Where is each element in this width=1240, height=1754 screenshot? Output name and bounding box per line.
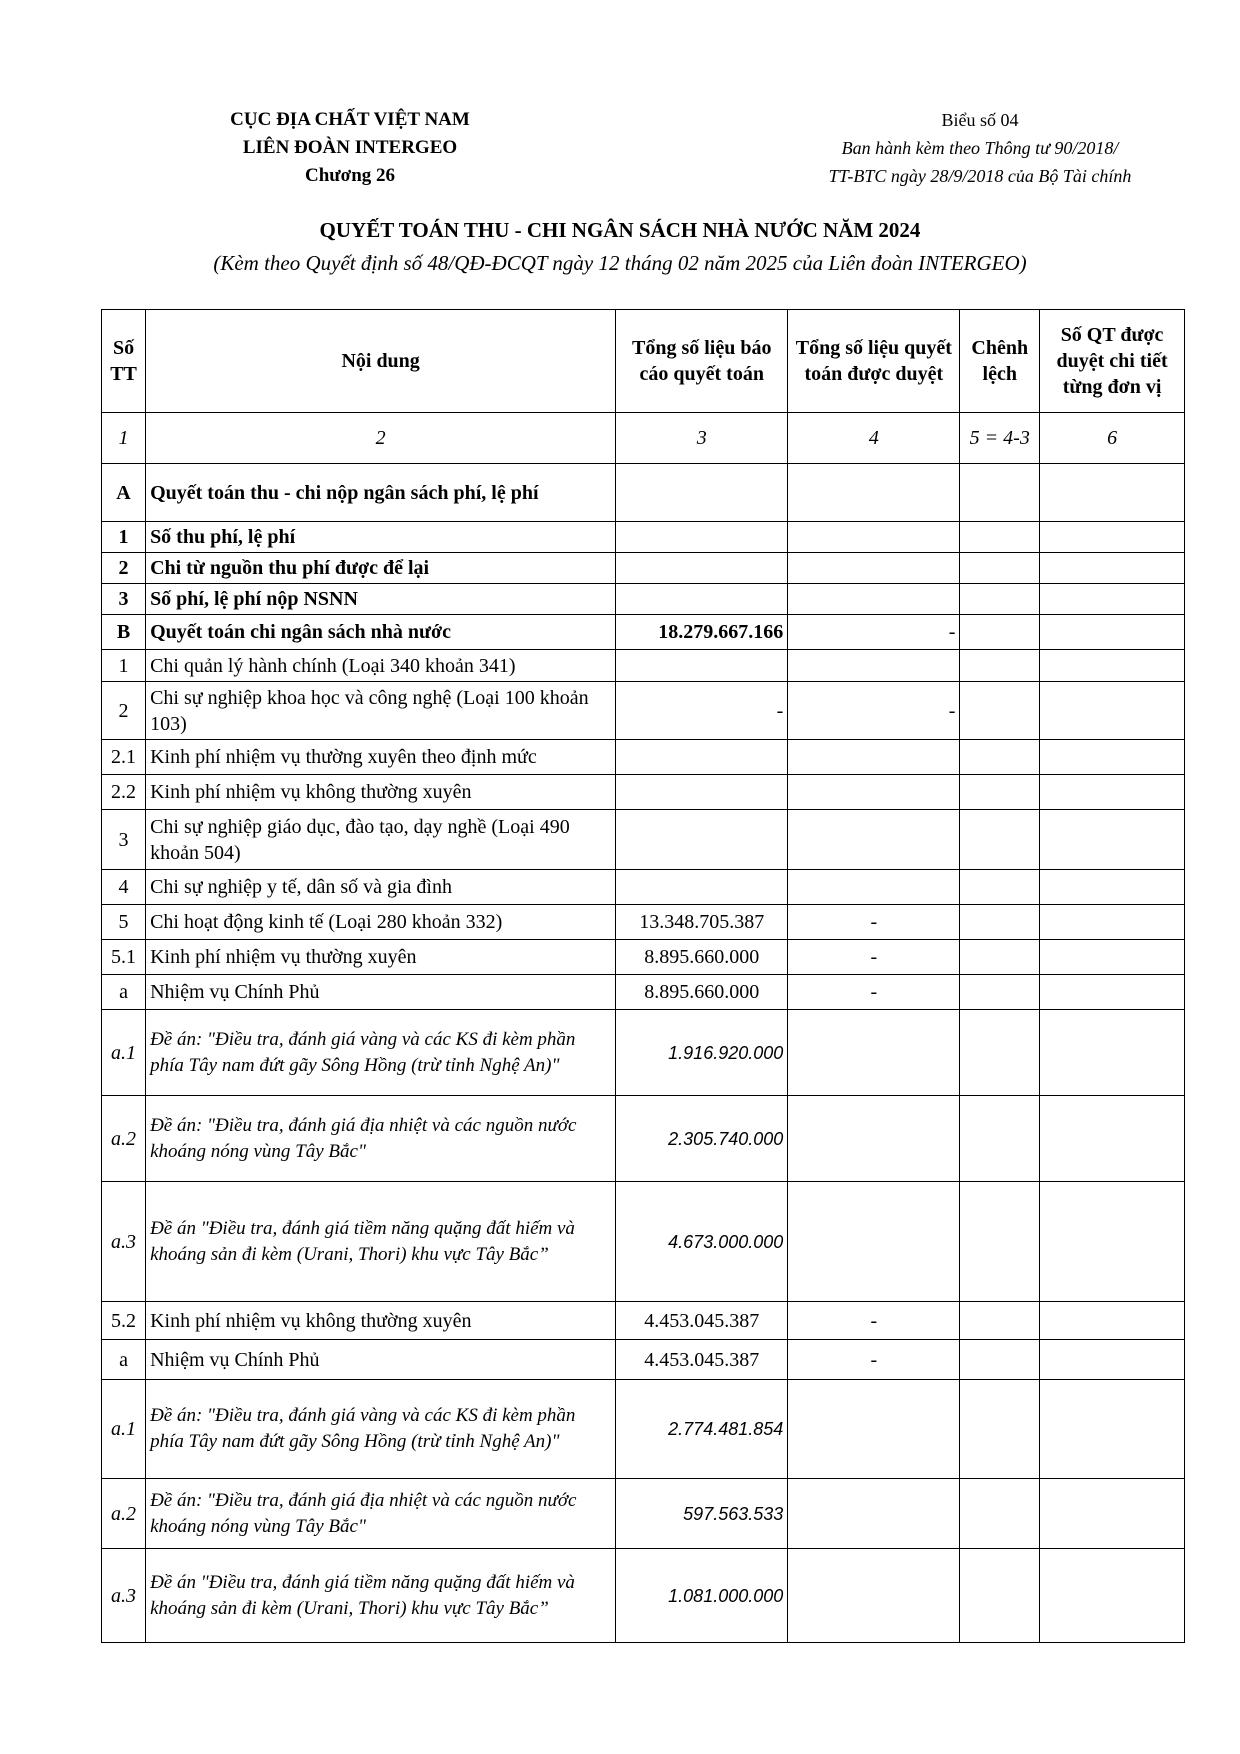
settlement-table: [101, 309, 1185, 1643]
row-stt: A: [102, 464, 146, 522]
row-difference: [960, 1010, 1040, 1096]
row-detail: [1040, 870, 1185, 905]
row-approved: -: [788, 940, 960, 975]
col-index: 3: [616, 413, 788, 464]
table-row: [102, 615, 1185, 650]
row-stt: 1: [102, 522, 146, 553]
row-content: Chi sự nghiệp giáo dục, đào tạo, dạy nghề (Loại 490 khoản 504): [146, 810, 616, 870]
row-reported: 18.279.667.166: [616, 615, 788, 650]
form-header: [790, 106, 1170, 190]
row-reported: [616, 522, 788, 553]
agency-name: CỤC ĐỊA CHẤT VIỆT NAM: [230, 109, 470, 130]
table-row: [102, 522, 1185, 553]
row-reported: [616, 810, 788, 870]
row-detail: [1040, 740, 1185, 775]
row-reported: 4.673.000.000: [616, 1182, 788, 1302]
table-row: [102, 1302, 1185, 1340]
row-content: Đề án: "Điều tra, đánh giá địa nhiệt và các nguồn nước khoáng nóng vùng Tây Bắc": [146, 1096, 616, 1182]
row-difference: [960, 522, 1040, 553]
row-content: Kinh phí nhiệm vụ không thường xuyên: [146, 775, 616, 810]
row-detail: [1040, 1549, 1185, 1643]
row-detail: [1040, 1302, 1185, 1340]
row-approved: [788, 740, 960, 775]
row-difference: [960, 975, 1040, 1010]
table-row: [102, 553, 1185, 584]
col-header-stt: Số TT: [102, 310, 146, 413]
row-content: Đề án "Điều tra, đánh giá tiềm năng quặng đất hiếm và khoáng sản đi kèm (Urani, Thori) khu vực Tây Bắc”: [146, 1182, 616, 1302]
row-difference: [960, 682, 1040, 740]
row-approved: [788, 810, 960, 870]
row-stt: 3: [102, 584, 146, 615]
row-content: Nhiệm vụ Chính Phủ: [146, 975, 616, 1010]
row-content: Chi quản lý hành chính (Loại 340 khoản 341): [146, 650, 616, 682]
row-approved: [788, 1549, 960, 1643]
row-approved: [788, 1096, 960, 1182]
row-difference: [960, 615, 1040, 650]
row-content: Số phí, lệ phí nộp NSNN: [146, 584, 616, 615]
row-detail: [1040, 975, 1185, 1010]
row-reported: [616, 553, 788, 584]
table-header-row: [102, 310, 1185, 413]
row-stt: 1: [102, 650, 146, 682]
row-difference: [960, 1380, 1040, 1479]
form-number: Biểu số 04: [941, 110, 1019, 130]
row-stt: 5.1: [102, 940, 146, 975]
row-approved: -: [788, 682, 960, 740]
row-stt: a.2: [102, 1096, 146, 1182]
row-reported: 1.916.920.000: [616, 1010, 788, 1096]
row-difference: [960, 1549, 1040, 1643]
row-approved: -: [788, 975, 960, 1010]
row-detail: [1040, 464, 1185, 522]
row-reported: 8.895.660.000: [616, 975, 788, 1010]
row-content: Chi sự nghiệp y tế, dân số và gia đình: [146, 870, 616, 905]
row-difference: [960, 584, 1040, 615]
row-content: Quyết toán chi ngân sách nhà nước: [146, 615, 616, 650]
table-row: [102, 975, 1185, 1010]
row-content: Đề án: "Điều tra, đánh giá vàng và các KS đi kèm phần phía Tây nam đứt gãy Sông Hồng (trừ tỉnh Nghệ An)": [146, 1010, 616, 1096]
row-detail: [1040, 810, 1185, 870]
row-approved: -: [788, 615, 960, 650]
row-difference: [960, 650, 1040, 682]
row-reported: 4.453.045.387: [616, 1302, 788, 1340]
row-reported: [616, 650, 788, 682]
col-index: 5 = 4-3: [960, 413, 1040, 464]
document-title: QUYẾT TOÁN THU - CHI NGÂN SÁCH NHÀ NƯỚC NĂM 2024: [319, 218, 921, 242]
row-difference: [960, 1096, 1040, 1182]
table-row: [102, 740, 1185, 775]
row-stt: 5: [102, 905, 146, 940]
row-stt: a: [102, 1340, 146, 1380]
row-reported: [616, 870, 788, 905]
row-approved: -: [788, 905, 960, 940]
row-detail: [1040, 682, 1185, 740]
row-content: Kinh phí nhiệm vụ thường xuyên: [146, 940, 616, 975]
row-reported: 2.774.481.854: [616, 1380, 788, 1479]
table-row: [102, 1380, 1185, 1479]
row-approved: -: [788, 1302, 960, 1340]
row-content: Chi hoạt động kinh tế (Loại 280 khoản 332): [146, 905, 616, 940]
row-approved: [788, 464, 960, 522]
row-approved: [788, 1380, 960, 1479]
row-reported: 13.348.705.387: [616, 905, 788, 940]
row-reported: 8.895.660.000: [616, 940, 788, 975]
table-row: [102, 1182, 1185, 1302]
row-stt: 2.2: [102, 775, 146, 810]
col-header-detail: Số QT được duyệt chi tiết từng đơn vị: [1040, 310, 1185, 413]
row-approved: [788, 870, 960, 905]
col-index: 4: [788, 413, 960, 464]
row-content: Kinh phí nhiệm vụ không thường xuyên: [146, 1302, 616, 1340]
row-detail: [1040, 1010, 1185, 1096]
table-row: [102, 1096, 1185, 1182]
row-difference: [960, 1340, 1040, 1380]
row-content: Nhiệm vụ Chính Phủ: [146, 1340, 616, 1380]
row-stt: a.1: [102, 1010, 146, 1096]
row-stt: a.2: [102, 1479, 146, 1549]
row-stt: 4: [102, 870, 146, 905]
row-detail: [1040, 1182, 1185, 1302]
row-content: Quyết toán thu - chi nộp ngân sách phí, lệ phí: [146, 464, 616, 522]
row-content: Số thu phí, lệ phí: [146, 522, 616, 553]
row-reported: [616, 740, 788, 775]
row-reported: [616, 775, 788, 810]
row-difference: [960, 553, 1040, 584]
row-stt: 5.2: [102, 1302, 146, 1340]
table-row: [102, 464, 1185, 522]
row-detail: [1040, 553, 1185, 584]
row-approved: [788, 522, 960, 553]
row-difference: [960, 1479, 1040, 1549]
row-approved: -: [788, 1340, 960, 1380]
row-detail: [1040, 775, 1185, 810]
table-row: [102, 1549, 1185, 1643]
table-row: [102, 810, 1185, 870]
row-content: Chi sự nghiệp khoa học và công nghệ (Loại 100 khoản 103): [146, 682, 616, 740]
table-row: [102, 940, 1185, 975]
row-stt: a.1: [102, 1380, 146, 1479]
row-difference: [960, 810, 1040, 870]
row-difference: [960, 940, 1040, 975]
row-approved: [788, 584, 960, 615]
row-detail: [1040, 1340, 1185, 1380]
row-stt: 2: [102, 553, 146, 584]
row-content: Chi từ nguồn thu phí được để lại: [146, 553, 616, 584]
column-index-row: [102, 413, 1185, 464]
document-subtitle: (Kèm theo Quyết định số 48/QĐ-ĐCQT ngày 12 tháng 02 năm 2025 của Liên đoàn INTERGEO): [213, 251, 1027, 275]
row-detail: [1040, 1096, 1185, 1182]
row-detail: [1040, 584, 1185, 615]
row-approved: [788, 1479, 960, 1549]
row-difference: [960, 905, 1040, 940]
row-stt: 3: [102, 810, 146, 870]
row-detail: [1040, 1479, 1185, 1549]
table-row: [102, 1010, 1185, 1096]
col-index: 2: [146, 413, 616, 464]
col-header-difference: Chênh lệch: [960, 310, 1040, 413]
row-difference: [960, 870, 1040, 905]
row-approved: [788, 553, 960, 584]
row-approved: [788, 650, 960, 682]
agency-header: [180, 106, 520, 190]
row-stt: a: [102, 975, 146, 1010]
row-difference: [960, 1182, 1040, 1302]
row-content: Đề án: "Điều tra, đánh giá vàng và các KS đi kèm phần phía Tây nam đứt gãy Sông Hồng (trừ tỉnh Nghệ An)": [146, 1380, 616, 1479]
table-row: [102, 584, 1185, 615]
unit-name: LIÊN ĐOÀN INTERGEO: [242, 137, 458, 158]
row-detail: [1040, 905, 1185, 940]
table-row: [102, 905, 1185, 940]
issued-by-line-2: TT-BTC ngày 28/9/2018 của Bộ Tài chính: [828, 166, 1132, 186]
row-approved: [788, 1182, 960, 1302]
row-stt: 2.1: [102, 740, 146, 775]
row-difference: [960, 740, 1040, 775]
row-reported: -: [616, 682, 788, 740]
table-row: [102, 650, 1185, 682]
row-detail: [1040, 615, 1185, 650]
col-header-approved: Tổng số liệu quyết toán được duyệt: [788, 310, 960, 413]
row-difference: [960, 1302, 1040, 1340]
table-row: [102, 1479, 1185, 1549]
row-reported: [616, 584, 788, 615]
row-content: Đề án: "Điều tra, đánh giá địa nhiệt và các nguồn nước khoáng nóng vùng Tây Bắc": [146, 1479, 616, 1549]
chapter: Chương 26: [304, 165, 396, 186]
col-header-content: Nội dung: [146, 310, 616, 413]
row-approved: [788, 775, 960, 810]
row-difference: [960, 775, 1040, 810]
row-reported: 1.081.000.000: [616, 1549, 788, 1643]
table-row: [102, 1340, 1185, 1380]
row-detail: [1040, 940, 1185, 975]
row-detail: [1040, 650, 1185, 682]
row-reported: 2.305.740.000: [616, 1096, 788, 1182]
row-reported: 4.453.045.387: [616, 1340, 788, 1380]
col-index: 1: [102, 413, 146, 464]
row-content: Đề án "Điều tra, đánh giá tiềm năng quặng đất hiếm và khoáng sản đi kèm (Urani, Thori) khu vực Tây Bắc”: [146, 1549, 616, 1643]
row-stt: a.3: [102, 1182, 146, 1302]
issued-by-line-1: Ban hành kèm theo Thông tư 90/2018/: [841, 138, 1119, 158]
table-row: [102, 775, 1185, 810]
table-row: [102, 870, 1185, 905]
row-reported: [616, 464, 788, 522]
col-index: 6: [1040, 413, 1185, 464]
row-stt: 2: [102, 682, 146, 740]
col-header-reported: Tổng số liệu báo cáo quyết toán: [616, 310, 788, 413]
row-reported: 597.563.533: [616, 1479, 788, 1549]
table-row: [102, 682, 1185, 740]
row-stt: a.3: [102, 1549, 146, 1643]
row-detail: [1040, 1380, 1185, 1479]
row-content: Kinh phí nhiệm vụ thường xuyên theo định mức: [146, 740, 616, 775]
row-detail: [1040, 522, 1185, 553]
row-stt: B: [102, 615, 146, 650]
row-difference: [960, 464, 1040, 522]
row-approved: [788, 1010, 960, 1096]
